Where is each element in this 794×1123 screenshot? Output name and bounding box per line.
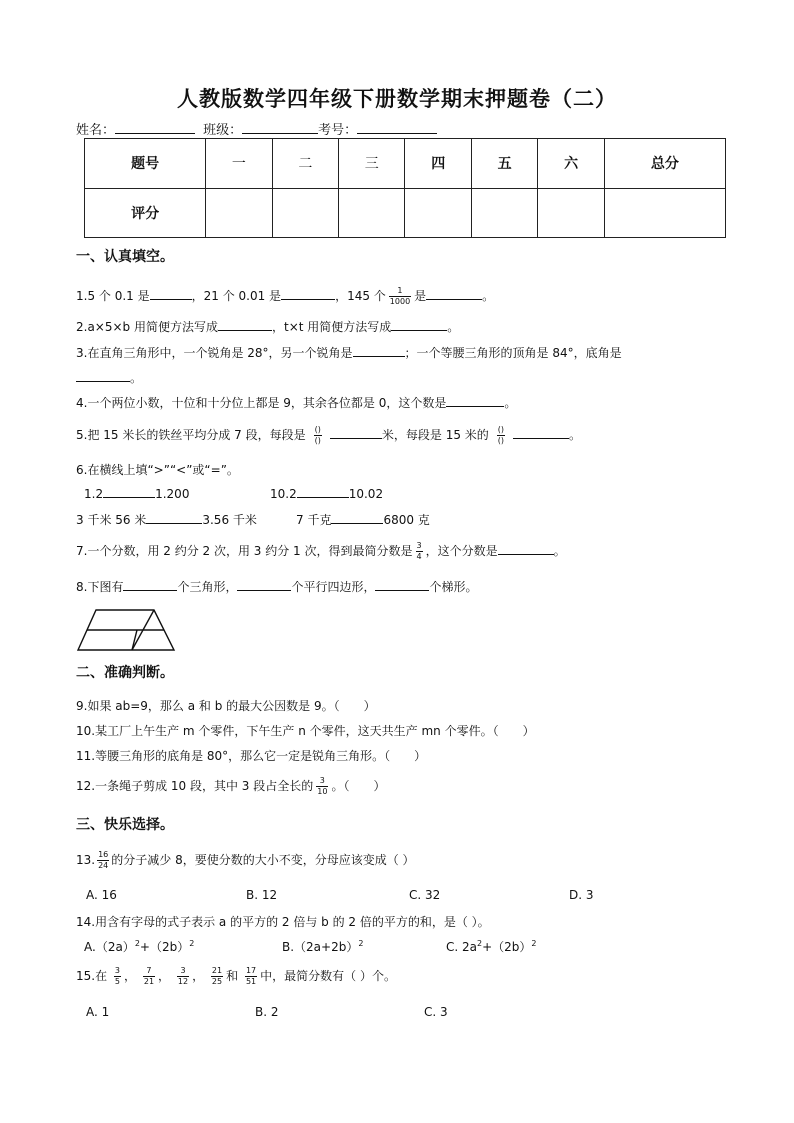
score-cell[interactable] <box>538 188 604 238</box>
q5-blank-1[interactable] <box>330 427 382 439</box>
fraction-numerator: 3 <box>177 966 189 977</box>
question-14: 14.用含有字母的式子表示 a 的平方的 2 倍与 b 的 2 倍的平方的和，是（ ）。 <box>76 915 490 929</box>
fraction-denominator: () <box>314 436 321 445</box>
separator: ， <box>158 969 171 983</box>
section-2-heading: 二、准确判断。 <box>76 665 174 681</box>
q7-text: ，这个分数是 <box>425 544 498 558</box>
q13-text: 的分子减少 8，要使分数的大小不变，分母应该变成（ ） <box>111 853 415 867</box>
q13-text: 13. <box>76 853 96 867</box>
name-label: 姓名： <box>76 123 116 138</box>
exponent: 2 <box>189 939 195 948</box>
score-header-cell: 一 <box>206 139 272 189</box>
exponent: 2 <box>531 939 537 948</box>
q8-blank-3[interactable] <box>375 579 429 591</box>
q6-blank-3[interactable] <box>146 512 202 524</box>
score-row-label: 评分 <box>85 188 206 238</box>
fraction-numerator: 7 <box>143 966 155 977</box>
question-10: 10.某工厂上午生产 m 个零件，下午生产 n 个零件，这天共生产 mn 个零件。（ ） <box>76 724 535 738</box>
q1-text: 1.5 个 0.1 是 <box>76 289 150 303</box>
q4-text: 4.一个两位小数，十位和十分位上都是 9，其余各位都是 0，这个数是 <box>76 396 447 410</box>
name-blank[interactable] <box>115 121 195 134</box>
q8-text: 个梯形。 <box>429 580 478 594</box>
fraction <box>114 966 121 987</box>
fraction-numerator: 3 <box>416 541 422 550</box>
fraction-denominator: 10 <box>317 787 328 796</box>
q12-text: 。（ ） <box>331 779 386 793</box>
question-6: 6.在横线上填“>”“<”或“=”。 <box>76 463 239 477</box>
question-7 <box>76 541 566 562</box>
q1-blank-2[interactable] <box>281 288 335 300</box>
question-15 <box>76 966 396 987</box>
q8-text: 个平行四边形， <box>291 580 376 594</box>
fraction-numerator: 17 <box>245 966 257 975</box>
q1-text: ，21 个 0.01 是 <box>191 289 282 303</box>
fraction <box>211 966 223 987</box>
q13-option-b[interactable]: B. 12 <box>246 888 278 902</box>
q15-and: 和 <box>226 969 239 983</box>
fraction-numerator: () <box>314 425 321 434</box>
fraction <box>177 966 189 987</box>
q7-text: 7.一个分数，用 2 约分 2 次，用 3 约分 1 次，得到最简分数是 <box>76 544 413 558</box>
q3-text: 3.在直角三角形中，一个锐角是 28°，另一个锐角是 <box>76 346 353 360</box>
q13-option-a[interactable]: A. 16 <box>86 888 117 902</box>
question-5 <box>76 425 581 446</box>
q2-blank-2[interactable] <box>391 319 447 331</box>
q1-blank-1[interactable] <box>150 288 192 300</box>
score-header-cell: 二 <box>272 139 338 189</box>
q14-option-c[interactable] <box>446 938 537 955</box>
fraction-numerator: 16 <box>98 850 109 859</box>
exponent: 2 <box>358 939 364 948</box>
question-9: 9.如果 ab=9，那么 a 和 b 的最大公因数是 9。（ ） <box>76 699 376 713</box>
q6-item-1 <box>84 486 189 501</box>
fraction <box>143 966 155 987</box>
q3-blank-2[interactable] <box>76 370 130 382</box>
fraction-denominator: 5 <box>114 977 121 986</box>
fraction-numerator: 1 <box>389 286 411 297</box>
q6-value: 6800 克 <box>383 513 430 527</box>
fraction-denominator: 4 <box>416 552 422 561</box>
q2-blank-1[interactable] <box>218 319 272 331</box>
fraction-numerator: 21 <box>211 966 223 975</box>
fraction <box>416 541 423 562</box>
q3-text: 。 <box>130 371 143 385</box>
exponent: 2 <box>477 939 483 948</box>
q4-blank[interactable] <box>446 395 504 407</box>
exponent: 2 <box>134 939 140 948</box>
q6-blank-2[interactable] <box>297 486 349 498</box>
q6-blank-4[interactable] <box>331 512 383 524</box>
q13-option-d[interactable]: D. 3 <box>569 888 594 902</box>
q15-option-b[interactable]: B. 2 <box>255 1005 279 1019</box>
q5-text: 。 <box>569 428 582 442</box>
q14-option-c-text: C. 2a <box>446 940 477 954</box>
fraction-numerator: 3 <box>114 966 121 975</box>
q8-blank-2[interactable] <box>237 579 291 591</box>
q6-blank-1[interactable] <box>103 486 155 498</box>
class-label: 班级： <box>203 123 243 138</box>
q6-value: 3.56 千米 <box>202 513 257 527</box>
fraction-denominator: 51 <box>245 977 257 986</box>
question-1 <box>76 286 494 307</box>
fraction <box>97 850 109 871</box>
fraction-denominator: 21 <box>143 977 155 986</box>
q1-text: 。 <box>482 289 495 303</box>
q6-value: 1.200 <box>155 487 190 501</box>
q1-text: ，145 个 <box>335 289 386 303</box>
q3-blank-1[interactable] <box>353 345 405 357</box>
fraction <box>497 425 505 446</box>
q15-text: 中，最简分数有（ ）个。 <box>260 969 396 983</box>
score-header-cell: 总分 <box>604 139 725 189</box>
score-header-cell: 六 <box>538 139 604 189</box>
fraction-numerator: () <box>497 425 505 434</box>
q14-option-a-text: A.（2a） <box>84 940 135 954</box>
q8-text: 8.下图有 <box>76 580 124 594</box>
question-4 <box>76 394 516 411</box>
q6-value: 10.2 <box>270 487 297 501</box>
q7-blank[interactable] <box>498 543 554 555</box>
q13-option-c[interactable]: C. 32 <box>409 888 441 902</box>
student-info-line <box>76 119 437 138</box>
score-table-header-row <box>85 139 726 189</box>
fraction-denominator: () <box>497 436 505 445</box>
q1-text: 是 <box>414 289 427 303</box>
fraction <box>314 425 322 446</box>
q5-blank-2[interactable] <box>513 427 569 439</box>
q2-text: 。 <box>447 320 460 334</box>
fraction-denominator: 1000 <box>389 297 411 306</box>
q5-text: 5.把 15 米长的铁丝平均分成 7 段，每段是 <box>76 428 306 442</box>
page-title: 人教版数学四年级下册数学期末押题卷（二） <box>177 87 617 111</box>
fraction-numerator: 3 <box>316 776 328 787</box>
question-2 <box>76 318 459 335</box>
fraction <box>316 776 328 797</box>
question-8 <box>76 578 478 595</box>
fraction <box>245 966 257 987</box>
separator: ， <box>192 969 205 983</box>
q6-item-3 <box>76 511 257 528</box>
q7-text: 。 <box>553 544 566 558</box>
q3-text: ；一个等腰三角形的顶角是 84°，底角是 <box>404 346 622 360</box>
q14-option-b-text: B.（2a+2b） <box>282 940 359 954</box>
q14-option-b[interactable] <box>282 938 363 955</box>
question-13 <box>76 850 415 871</box>
score-cell[interactable] <box>272 188 338 238</box>
trapezoid-figure <box>76 606 176 652</box>
question-3 <box>76 344 622 361</box>
score-cell[interactable] <box>471 188 537 238</box>
section-1-heading: 一、认真填空。 <box>76 249 174 265</box>
score-header-cell: 五 <box>471 139 537 189</box>
trapezoid-inner-line <box>132 630 137 650</box>
q15-option-a[interactable]: A. 1 <box>86 1005 110 1019</box>
q15-option-c[interactable]: C. 3 <box>424 1005 448 1019</box>
q14-option-a[interactable] <box>84 938 194 955</box>
q6-value: 3 千米 56 米 <box>76 513 147 527</box>
q8-text: 个三角形， <box>177 580 238 594</box>
q6-value: 7 千克 <box>296 513 332 527</box>
score-header-cell: 题号 <box>85 139 206 189</box>
separator: ， <box>124 969 137 983</box>
exam-no-label: 考号： <box>318 123 358 138</box>
fraction-denominator: 12 <box>177 977 189 986</box>
fraction <box>389 286 411 307</box>
q12-text: 12.一条绳子剪成 10 段，其中 3 段占全长的 <box>76 779 314 793</box>
q8-blank-1[interactable] <box>123 579 177 591</box>
score-cell[interactable] <box>604 188 725 238</box>
q14-option-c-text: +（2b） <box>482 940 532 954</box>
q6-value: 10.02 <box>348 487 384 501</box>
fraction-denominator: 24 <box>98 861 109 870</box>
q2-text: 2.a×5×b 用简便方法写成 <box>76 320 218 334</box>
q2-text: ，t×t 用简便方法写成 <box>271 320 392 334</box>
score-cell[interactable] <box>339 188 405 238</box>
class-blank[interactable] <box>242 121 318 134</box>
section-3-heading: 三、快乐选择。 <box>76 817 174 833</box>
question-12 <box>76 776 385 797</box>
q6-item-2 <box>270 486 383 501</box>
exam-no-blank[interactable] <box>357 121 437 134</box>
q15-text: 15.在 <box>76 969 108 983</box>
score-table <box>84 138 726 238</box>
fraction-denominator: 25 <box>211 977 223 986</box>
score-cell[interactable] <box>206 188 272 238</box>
score-header-cell: 三 <box>339 139 405 189</box>
score-cell[interactable] <box>405 188 471 238</box>
score-table-score-row <box>85 188 726 238</box>
q6-item-4 <box>296 511 430 528</box>
question-11: 11.等腰三角形的底角是 80°，那么它一定是锐角三角形。（ ） <box>76 749 427 763</box>
q6-value: 1.2 <box>84 487 104 501</box>
q14-option-a-text: +（2b） <box>139 940 190 954</box>
q5-text: 米，每段是 15 米的 <box>381 428 489 442</box>
question-3-cont <box>76 369 142 386</box>
q1-blank-3[interactable] <box>426 288 482 300</box>
score-header-cell: 四 <box>405 139 471 189</box>
q4-text: 。 <box>504 396 517 410</box>
